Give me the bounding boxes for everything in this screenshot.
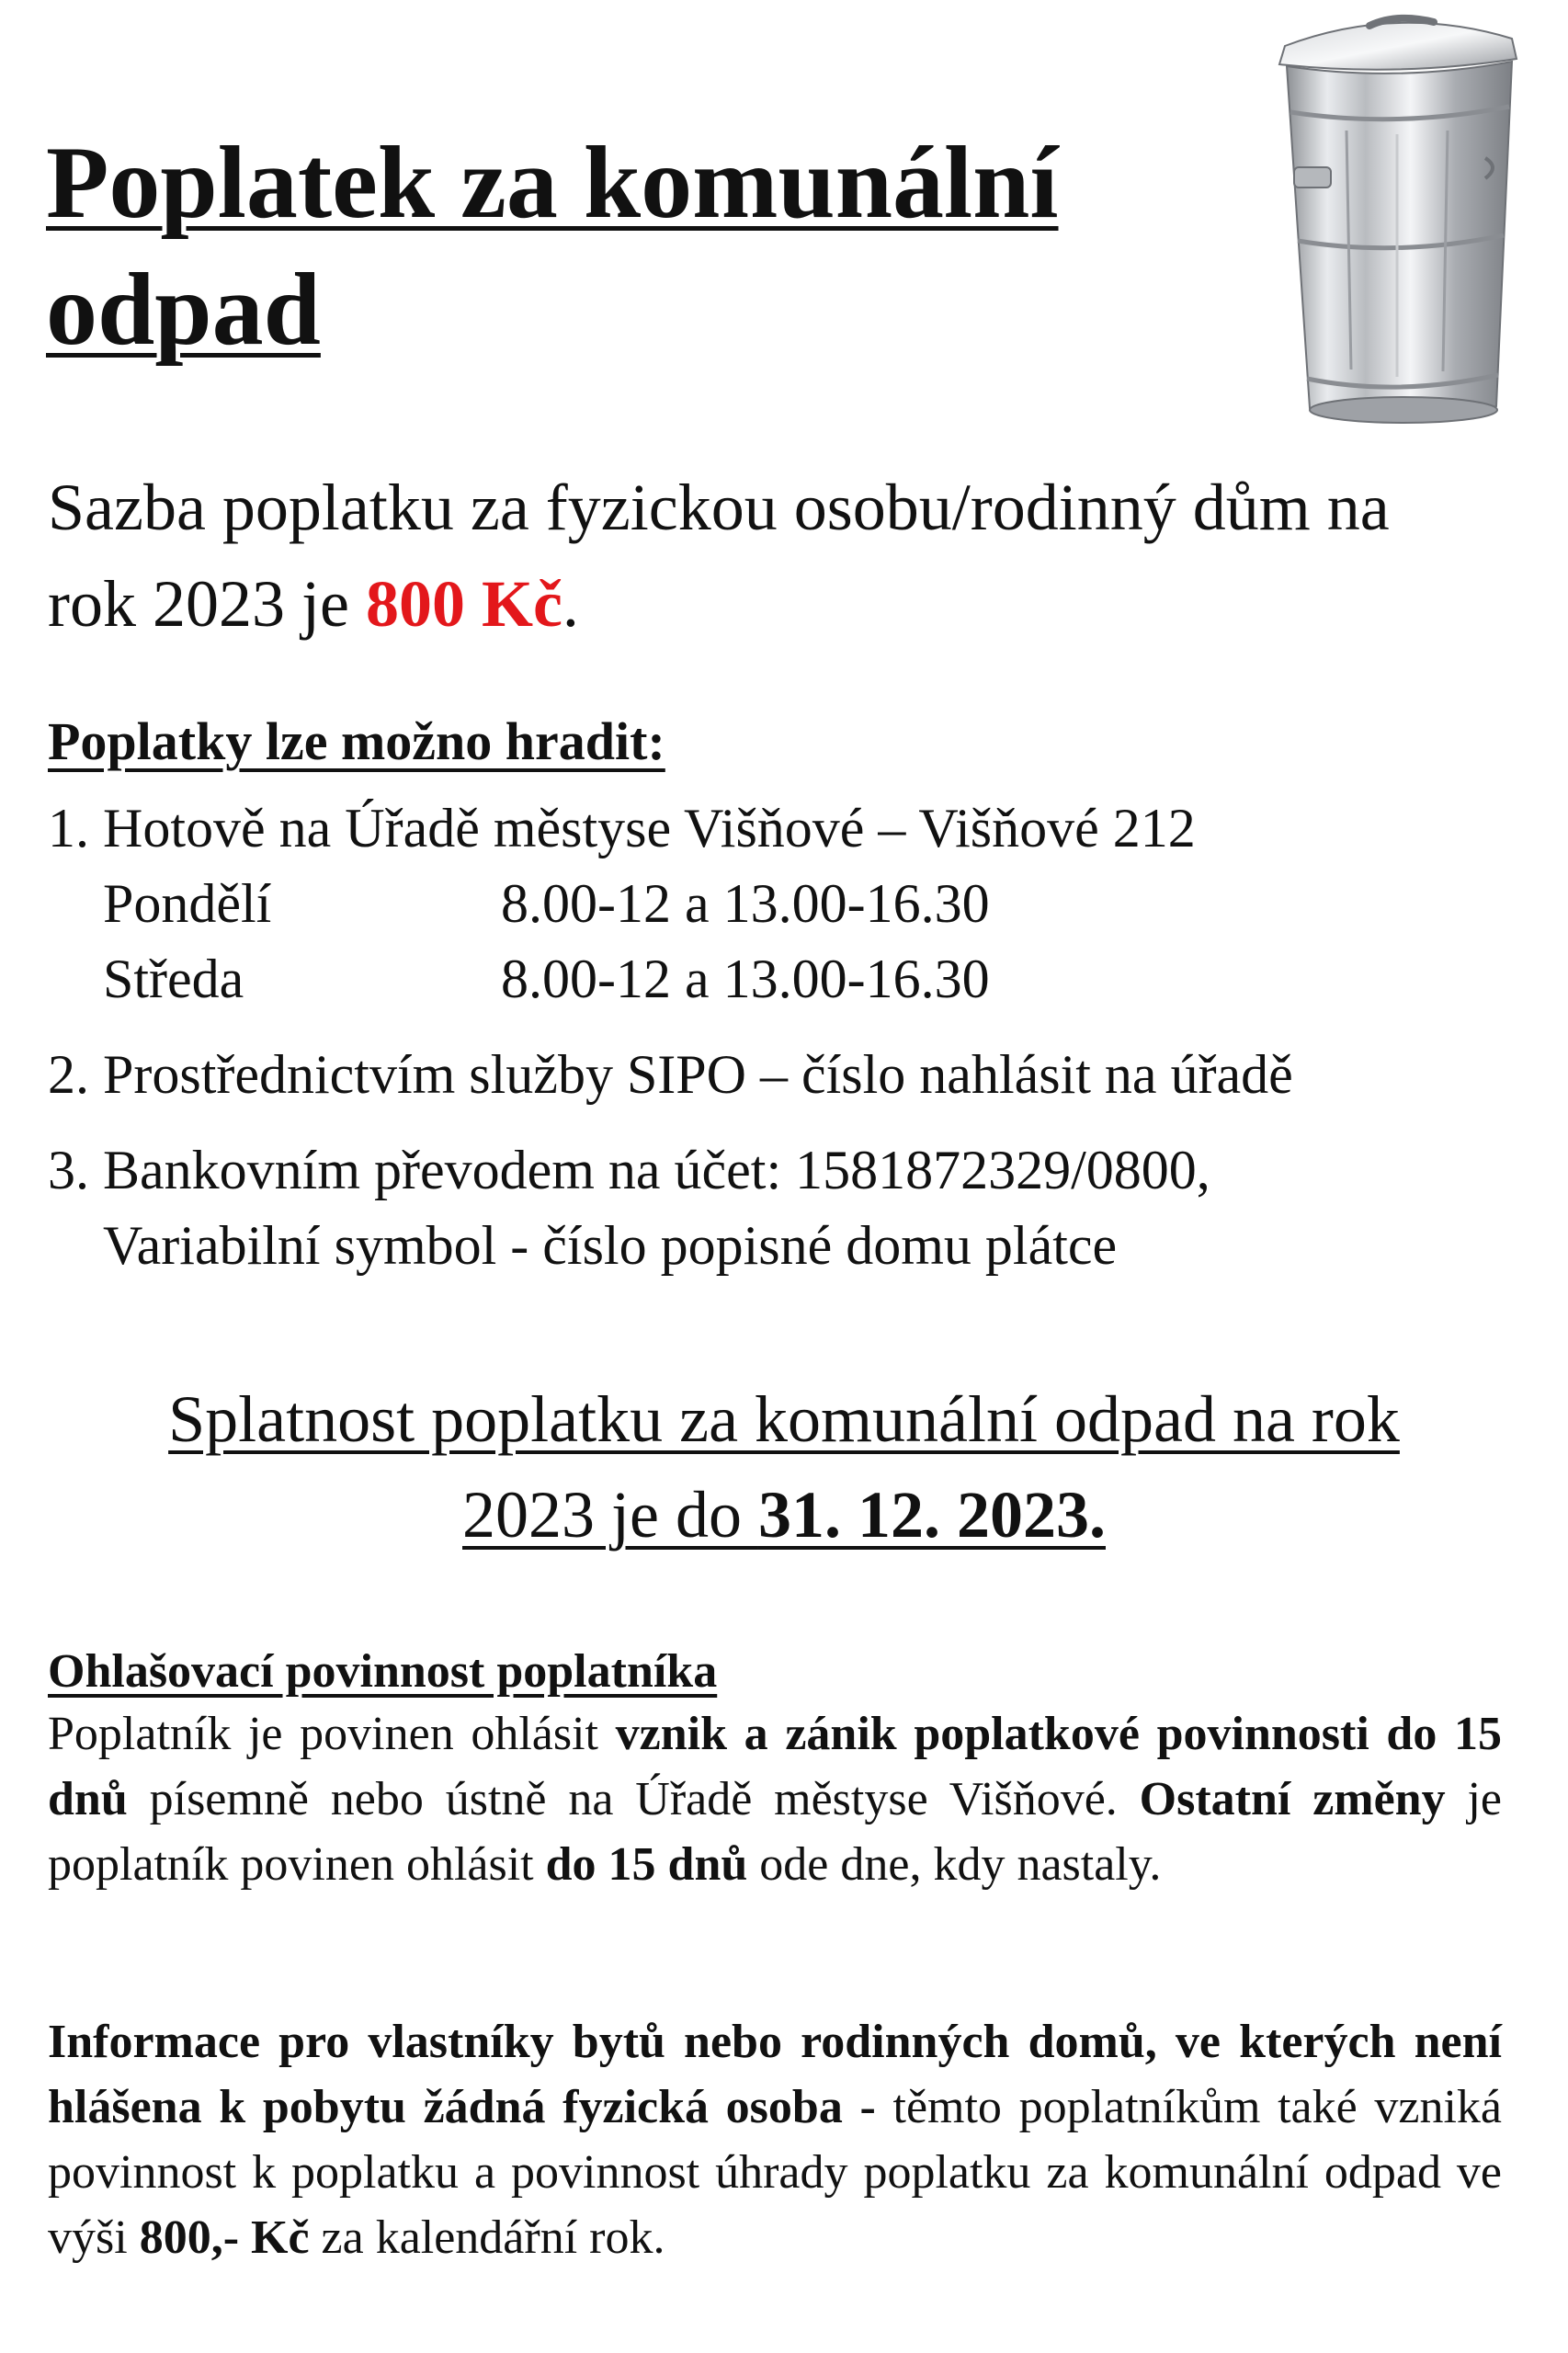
rate-amount: 800 Kč: [365, 567, 562, 641]
rate-suffix: .: [562, 567, 579, 641]
notice-text: písemně nebo ústně na Úřadě městyse Višňové.: [127, 1773, 1140, 1825]
due-line: Splatnost poplatku za komunální odpad na rok: [168, 1382, 1400, 1456]
page-title: Poplatek za komunální odpad: [46, 126, 1059, 367]
rate-text: Sazba poplatku za fyzickou osobu/rodinný dům na rok 2023 je: [48, 471, 1390, 641]
hours-time: 8.00-12 a 13.00-16.30: [501, 873, 990, 934]
trash-can-icon: [1259, 11, 1535, 434]
notice-text: Poplatník je povinen ohlásit: [48, 1708, 616, 1760]
info-bold: Informace pro vlastníky bytů nebo rodinných domů, ve kterých není hlášena k pobytu žádná fyzická osoba -: [48, 2016, 1502, 2133]
list-item-number: 2.: [48, 1044, 89, 1105]
notice-heading: Ohlašovací povinnost poplatníka: [48, 1645, 718, 1698]
info-paragraph: [48, 2009, 1502, 2270]
list-item: Hotově na Úřadě městyse Višňové – Višňové 212: [103, 798, 1196, 858]
list-item: Prostřednictvím služby SIPO – číslo nahlásit na úřadě: [103, 1044, 1293, 1105]
list-item-detail: Variabilní symbol - číslo popisné domu plátce: [103, 1215, 1118, 1276]
hours-time: 8.00-12 a 13.00-16.30: [501, 949, 990, 1009]
notice-paragraph: [48, 1701, 1502, 1897]
notice-bold: vznik a zánik poplatkové povinnosti do 15 dnů: [48, 1708, 1503, 1825]
notice-text: ode dne, kdy nastaly.: [747, 1838, 1162, 1891]
notice-text: je poplatník povinen ohlásit: [48, 1773, 1502, 1891]
info-text: těmto poplatníkům také vzniká povinnost k poplatku a povinnost úhrady poplatku za komunální odpad ve výši: [48, 2081, 1502, 2264]
hours-day: Pondělí: [103, 873, 272, 934]
due-date: 31. 12. 2023.: [757, 1478, 1106, 1552]
fee-rate: [48, 460, 1482, 653]
info-bold: 800,- Kč: [139, 2211, 310, 2264]
info-text: za kalendářní rok.: [309, 2211, 665, 2264]
notice-bold: Ostatní změny: [1139, 1773, 1446, 1825]
notice-bold: do 15 dnů: [545, 1838, 748, 1891]
list-item-number: 3.: [48, 1140, 89, 1200]
due-date-notice: [0, 1371, 1568, 1563]
hours-day: Středa: [103, 949, 244, 1009]
due-line-prefix: 2023 je do: [462, 1478, 758, 1552]
list-item: Bankovním převodem na účet: 1581872329/0800,: [103, 1140, 1210, 1200]
payment-heading: Poplatky lze možno hradit:: [48, 711, 665, 771]
list-item-number: 1.: [48, 798, 89, 858]
